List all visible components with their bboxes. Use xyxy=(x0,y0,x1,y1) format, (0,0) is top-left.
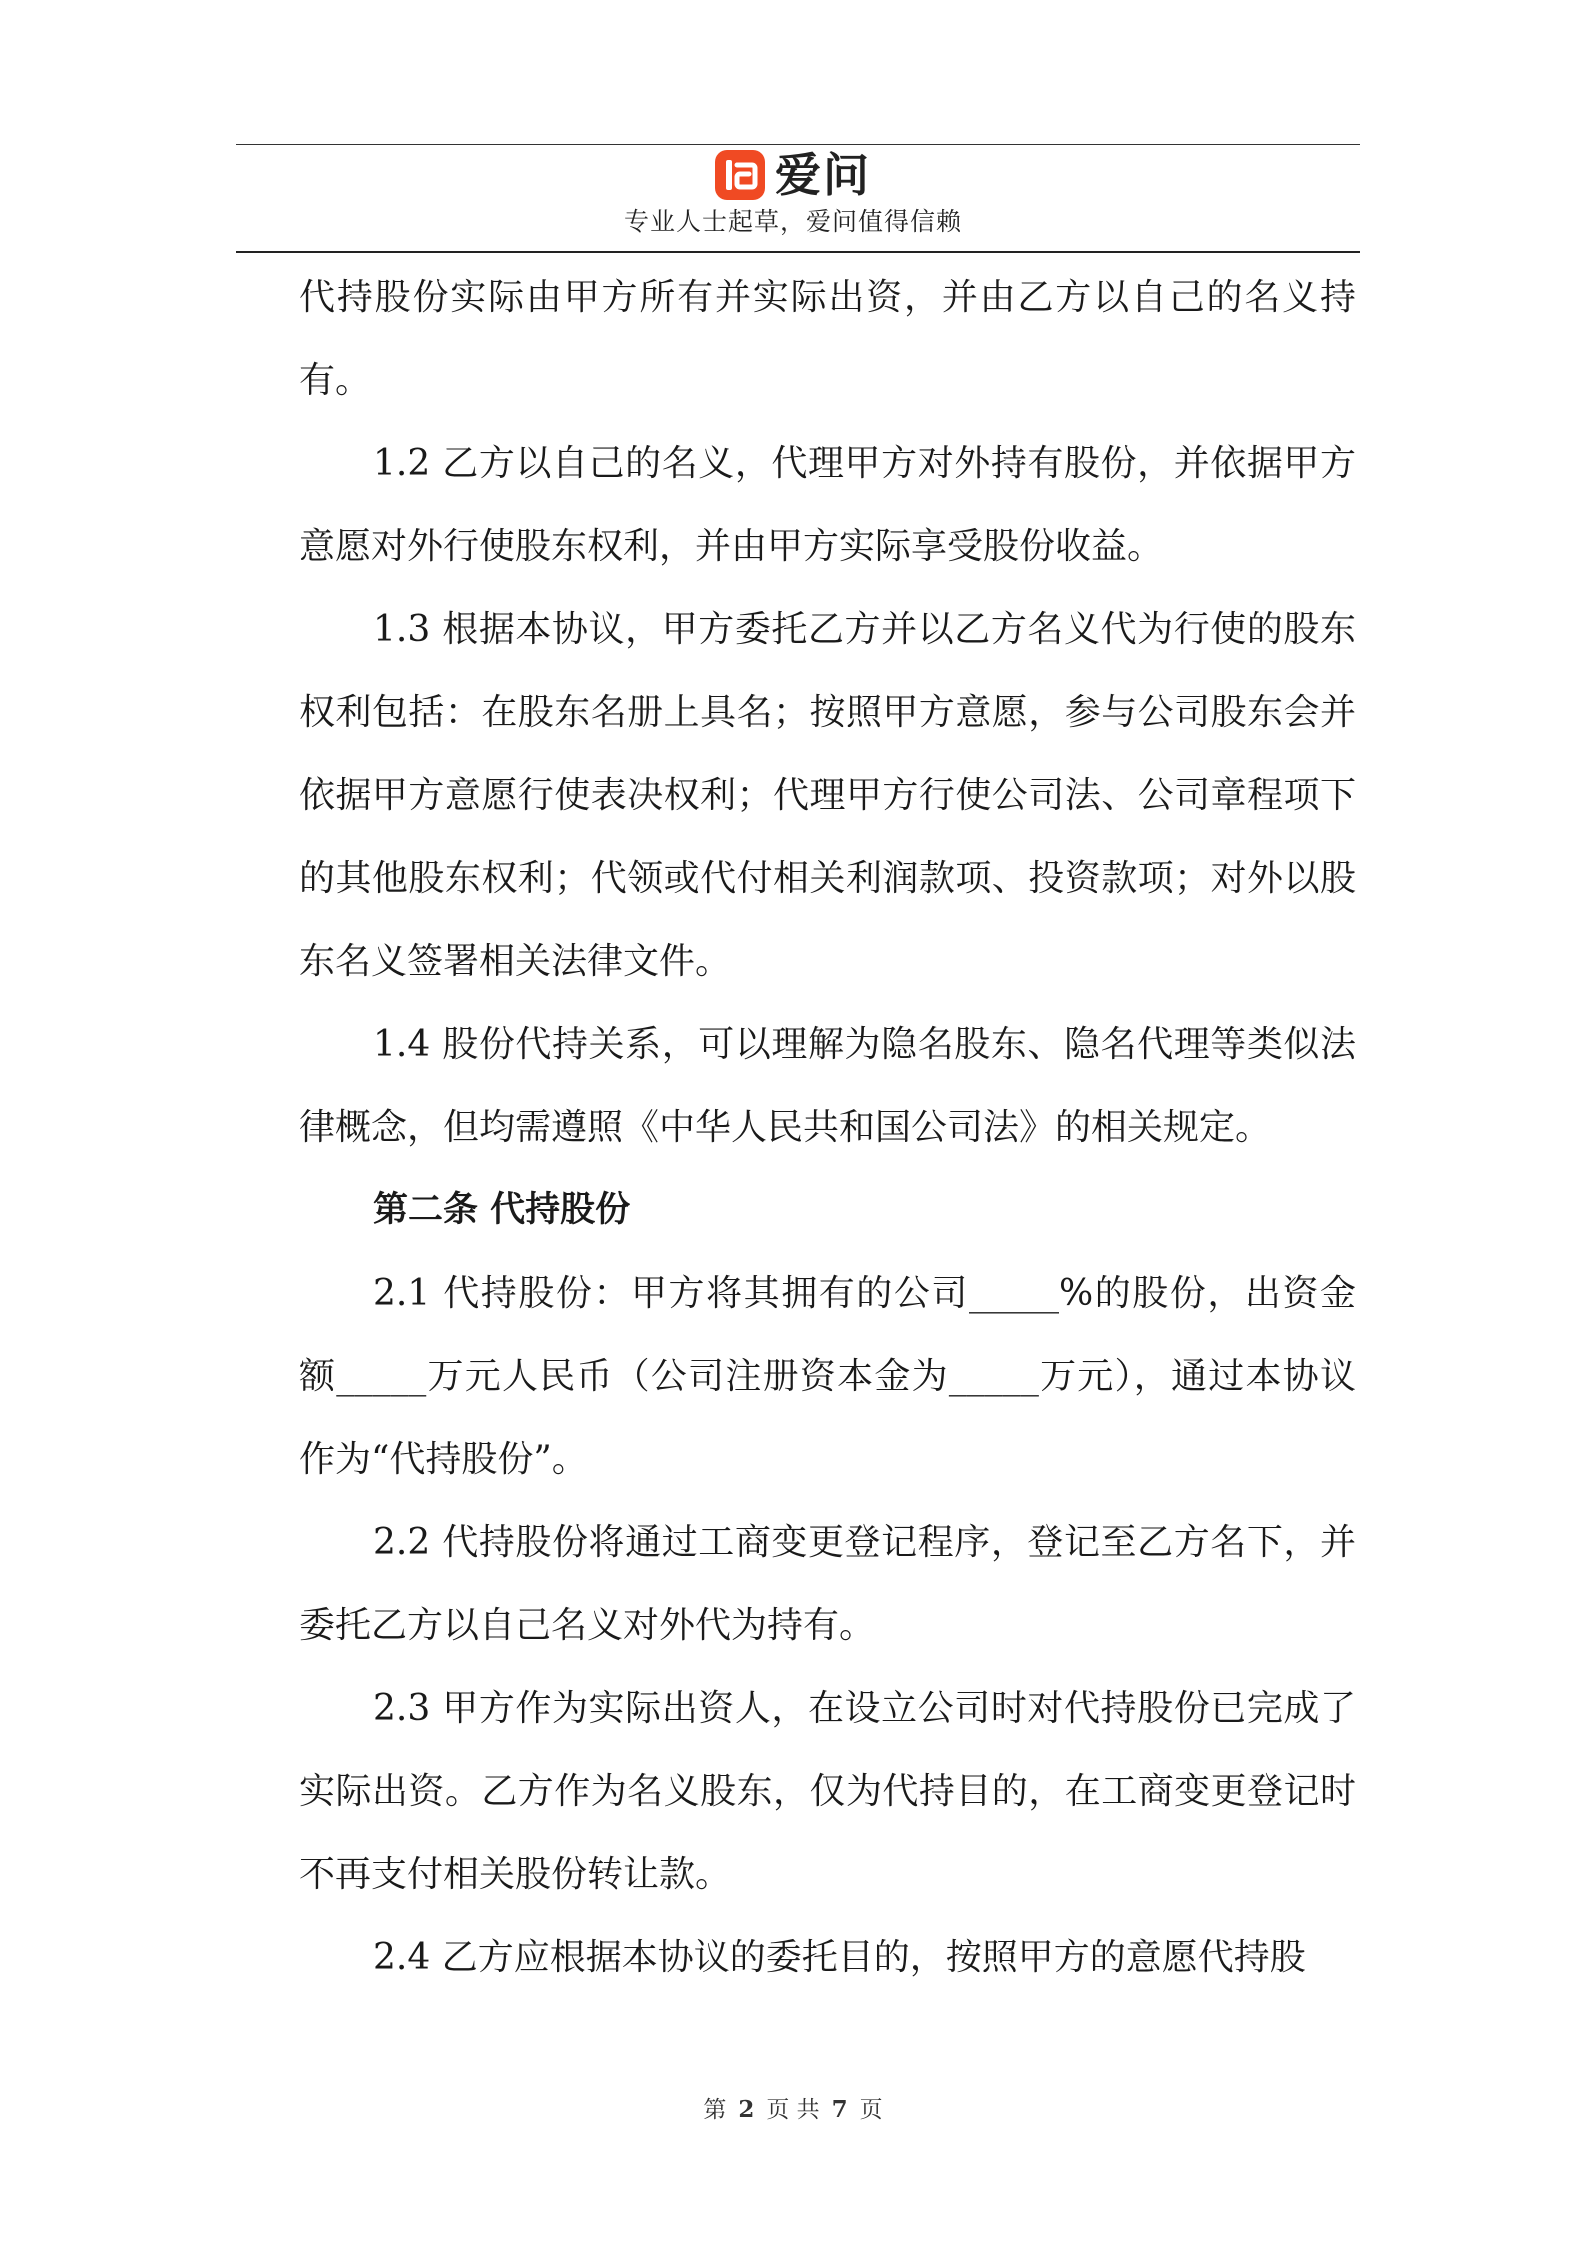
paragraph-2-2: 2.2 代持股份将通过工商变更登记程序，登记至乙方名下，并委托乙方以自己名义对外代为持有。 xyxy=(299,1522,1356,1646)
brand-logo xyxy=(0,146,1586,204)
total-page-number: 7 xyxy=(831,2096,848,2123)
aiwen-logo-icon xyxy=(715,150,765,200)
paragraph-1-2: 1.2 乙方以自己的名义，代理甲方对外持有股份，并依据甲方意愿对外行使股东权利，并由甲方实际享受股份收益。 xyxy=(299,443,1356,567)
paragraph-2-3: 2.3 甲方作为实际出资人，在设立公司时对代持股份已完成了实际出资。乙方作为名义股东，仅为代持目的，在工商变更登记时不再支付相关股份转让款。 xyxy=(299,1688,1356,1895)
brand-name: 爱问 xyxy=(775,148,871,202)
article-2-heading: 第二条 代持股份 xyxy=(373,1190,631,1230)
page-number-footer xyxy=(0,2092,1586,2128)
footer-suffix: 页 xyxy=(859,2097,883,2123)
paragraph-1-3: 1.3 根据本协议，甲方委托乙方并以乙方名义代为行使的股东权利包括：在股东名册上具名；按照甲方意愿，参与公司股东会并依据甲方意愿行使表决权利；代理甲方行使公司法、公司章程项下的其他股东权利；代领或代付相关利润款项、投资款项；对外以股东名义签署相关法律文件。 xyxy=(299,609,1356,982)
brand-tagline: 专业人士起草，爱问值得信赖 xyxy=(623,207,962,236)
footer-middle: 页 共 xyxy=(766,2097,820,2123)
header-bottom-rule xyxy=(236,251,1360,253)
paragraph-2-1: 2.1 代持股份：甲方将其拥有的公司_____%的股份，出资金额_____万元人民币（公司注册资本金为_____万元），通过本协议作为“代持股份”。 xyxy=(299,1273,1356,1480)
footer-prefix: 第 xyxy=(703,2097,727,2123)
current-page-number: 2 xyxy=(738,2096,755,2123)
paragraph-1-4: 1.4 股份代持关系，可以理解为隐名股东、隐名代理等类似法律概念，但均需遵照《中华人民共和国公司法》的相关规定。 xyxy=(299,1024,1356,1148)
document-body xyxy=(299,256,1356,1999)
header-top-rule xyxy=(236,144,1360,145)
paragraph-2-4: 2.4 乙方应根据本协议的委托目的，按照甲方的意愿代持股 xyxy=(373,1937,1306,1978)
paragraph-continuation: 代持股份实际由甲方所有并实际出资，并由乙方以自己的名义持有。 xyxy=(299,277,1356,401)
